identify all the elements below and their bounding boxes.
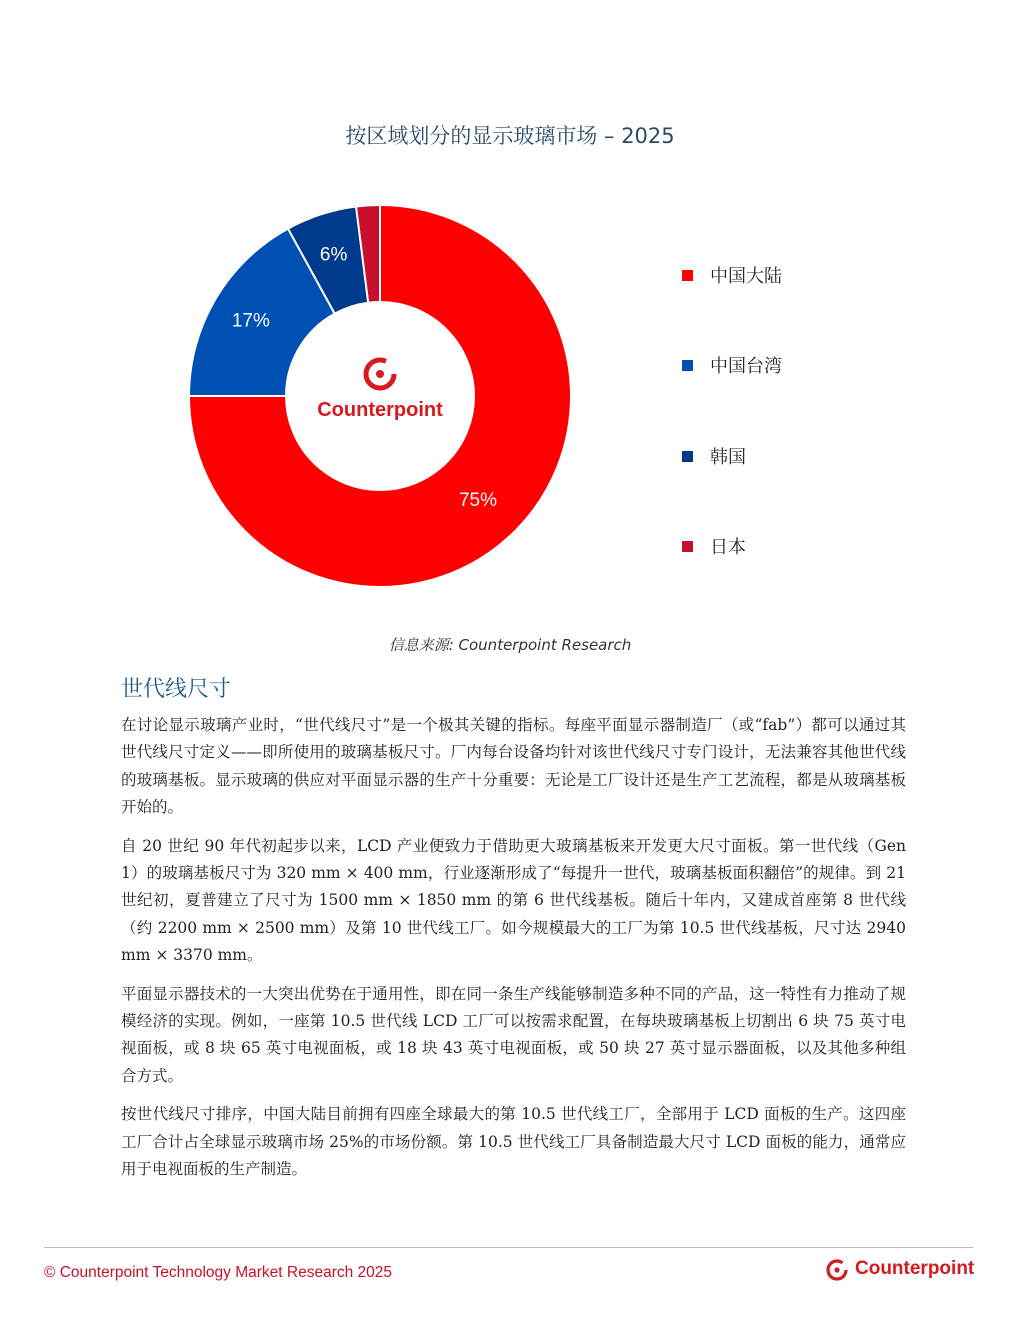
paragraph: 在讨论显示玻璃产业时，“世代线尺寸”是一个极其关键的指标。每座平面显示器制造厂（或“fab”）都可以通过其世代线尺寸定义——即所使用的玻璃基板尺寸。厂内每台设备均针对该世代线尺寸专门设计，无法兼容其他世代线的玻璃基板。显示玻璃的供应对平面显示器的生产十分重要：无论是工厂设计还是生产工艺流程，都是从玻璃基板开始的。 [121, 716, 906, 817]
data-label: 6% [319, 244, 348, 266]
legend-item [682, 533, 746, 559]
donut-chart [150, 170, 610, 630]
legend-label: 韩国 [710, 447, 746, 468]
paragraph: 平面显示器技术的一大突出优势在于通用性，即在同一条生产线能够制造多种不同的产品，这一特性有力推动了规模经济的实现。例如，一座第 10.5 世代线 LCD 工厂可以按需求配置，在每块玻璃基板上切割出 6 块 75 英寸电视面板，或 8 块 65 英寸电视面板，或 18 块 43 英寸电视面板，或 50 块 27 英寸显示器面板，以及其他多种组合方式。 [121, 984, 906, 1085]
body-text [121, 712, 906, 1195]
center-logo-text: Counterpoint [317, 399, 443, 421]
legend-label: 日本 [710, 537, 746, 558]
legend-swatch [682, 360, 693, 371]
data-label: 75% [458, 490, 498, 511]
legend-swatch [682, 270, 693, 281]
center-logo [317, 360, 443, 421]
counterpoint-logo-icon [825, 1257, 849, 1281]
data-label: 17% [231, 310, 270, 332]
legend-item [682, 262, 782, 288]
legend-label: 中国大陆 [710, 266, 782, 287]
legend-item [682, 443, 746, 469]
section-heading: 世代线尺寸 [121, 677, 232, 702]
footer-divider [44, 1247, 973, 1248]
chart-title: 按区域划分的显示玻璃市场 – 2025 [345, 124, 675, 148]
footer-logo-text: Counterpoint [855, 1258, 975, 1279]
legend-swatch [682, 541, 693, 552]
footer-logo [825, 1257, 974, 1281]
legend-item [682, 352, 782, 378]
footer-copyright: © Counterpoint Technology Market Research 2025 [44, 1264, 393, 1281]
paragraph: 自 20 世纪 90 年代初起步以来，LCD 产业便致力于借助更大玻璃基板来开发更大尺寸面板。第一世代线（Gen 1）的玻璃基板尺寸为 320 mm × 400 mm，行业逐渐形成了“每提升一世代，玻璃基板面积翻倍”的规律。到 21 世纪初，夏普建立了尺寸为 1500 mm × 1850 mm 的第 6 世代线基板。随后十年内，又建成首座第 8 世代线（约 2200 mm × 2500 mm）及第 10 世代线工厂。如今规模最大的工厂为第 10.5 世代线基板，尺寸达 2940 mm × 3370 mm。 [121, 836, 906, 965]
chart-source: 信息来源: Counterpoint Research [388, 636, 632, 654]
legend-label: 中国台湾 [710, 356, 782, 377]
paragraph: 按世代线尺寸排序，中国大陆目前拥有四座全球最大的第 10.5 世代线工厂，全部用于 LCD 面板的生产。这四座工厂合计占全球显示玻璃市场 25%的市场份额。第 10.5 世代线工厂具备制造最大尺寸 LCD 面板的能力，通常应用于电视面板的生产制造。 [121, 1105, 906, 1179]
legend-swatch [682, 451, 693, 462]
